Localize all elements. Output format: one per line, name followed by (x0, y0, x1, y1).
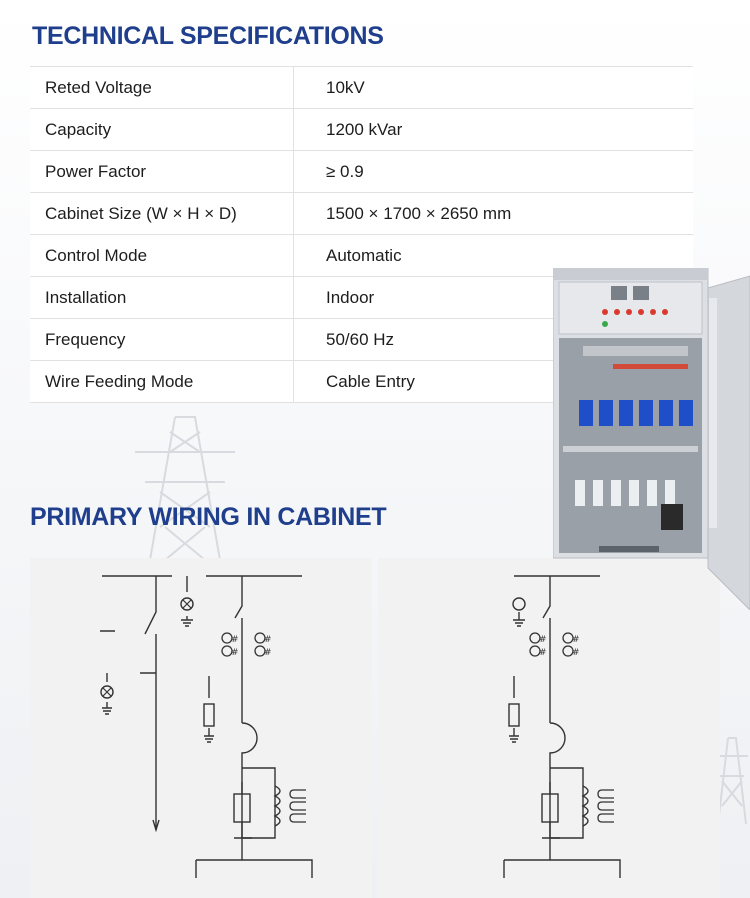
background-tower-graphic (120, 412, 250, 562)
table-row (30, 109, 693, 151)
wiring-schematic-left (30, 558, 372, 898)
spec-value: Cable Entry (294, 361, 694, 403)
table-row (30, 67, 693, 109)
spec-label: Reted Voltage (30, 67, 294, 109)
wiring-heading: PRIMARY WIRING IN CABINET (30, 503, 387, 531)
voltage-indicator-icon (513, 598, 525, 610)
spec-label: Cabinet Size (W × H × D) (30, 193, 294, 235)
spec-label: Frequency (30, 319, 294, 361)
wiring-diagram-left (30, 558, 372, 898)
capacitor-cabinet-image (553, 268, 750, 610)
table-row (30, 193, 693, 235)
spec-value: Indoor (294, 277, 694, 319)
spec-label: Control Mode (30, 235, 294, 277)
spec-value: ≥ 0.9 (294, 151, 694, 193)
spec-value: Automatic (294, 235, 694, 277)
ct-mark: # (264, 648, 272, 658)
specifications-heading: TECHNICAL SPECIFICATIONS (32, 22, 384, 50)
ct-mark: # (539, 648, 547, 658)
fuse-loop-icon (242, 723, 257, 760)
spec-value: 1500 × 1700 × 2650 mm (294, 193, 694, 235)
discharge-coil-icon (290, 790, 306, 822)
ct-mark: # (231, 635, 239, 645)
current-transformer-icon (222, 633, 265, 656)
spec-value: 50/60 Hz (294, 319, 694, 361)
ct-mark: # (264, 635, 272, 645)
current-transformer-icon (530, 633, 573, 656)
arrester-icon (509, 704, 519, 726)
reactor-coil-icon (583, 786, 588, 826)
spec-label: Wire Feeding Mode (30, 361, 294, 403)
ct-mark: # (539, 635, 547, 645)
spec-label: Installation (30, 277, 294, 319)
fuse-loop-icon (550, 723, 565, 760)
spec-value: 1200 kVar (294, 109, 694, 151)
table-row (30, 151, 693, 193)
arrester-icon (204, 704, 214, 726)
spec-label: Capacity (30, 109, 294, 151)
spec-value: 10kV (294, 67, 694, 109)
spec-label: Power Factor (30, 151, 294, 193)
reactor-coil-icon (275, 786, 280, 826)
ct-mark: # (572, 648, 580, 658)
ct-mark: # (572, 635, 580, 645)
discharge-coil-icon (598, 790, 614, 822)
ct-mark: # (231, 648, 239, 658)
